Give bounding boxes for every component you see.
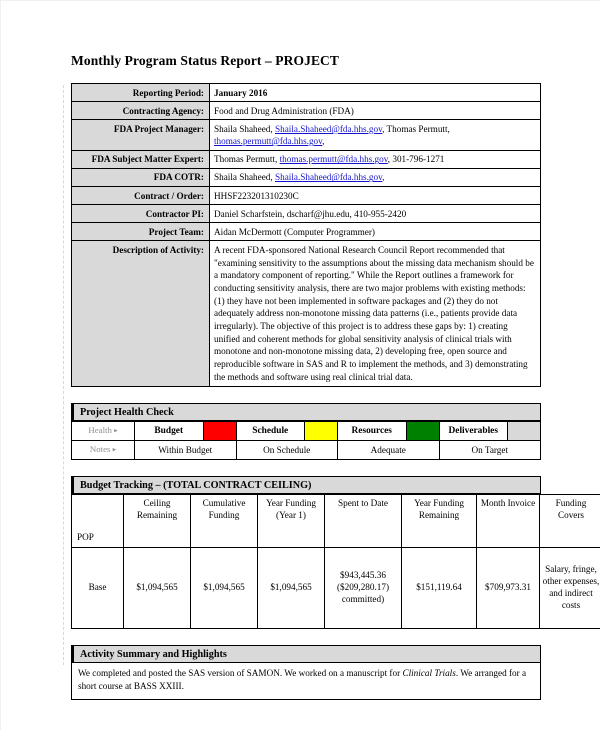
health-note-schedule: On Schedule [236, 441, 338, 460]
section-heading-budget-tracking: Budget Tracking – (TOTAL CONTRACT CEILING) [71, 476, 541, 494]
status-swatch-budget [203, 422, 236, 441]
table-row [72, 548, 600, 629]
row-value-description-of-activity: A recent FDA-sponsored National Research Council Report recommended that "examining sensitivity to the assumptions about the missing data mechanism should be a mandatory component of reporting." While the Report outlines a framework for conducting sensitivity analysis, there are two major problems with existing methods: (1) they have not been implemented in software packages and (2) they do not adequately address non-monotone missing data patterns (i.e., patients provide data irregularly). The objective of this project is to address these gaps by: 1) creating unified and coherent methods for global sensitivity analysis of clinical trials with monotone and non-monotone missing data, 2) developing free, open source and reproducible software in SAS and R to implement the methods, and 3) demonstrating the methods and software using real clinical trial data. [210, 241, 541, 387]
page-margin-guide [63, 85, 64, 665]
health-item-schedule: Schedule [236, 422, 305, 441]
notes-label-text: Notes [89, 444, 111, 455]
table-header-row [72, 495, 600, 548]
sme-name-text: Thomas Permutt, [214, 154, 280, 165]
summary-text-part-2: . We arranged for a short course at BASS XXIII. [78, 668, 527, 691]
row-value-fda-cotr [210, 168, 541, 186]
status-swatch-schedule [305, 422, 338, 441]
row-label-contract-order: Contract / Order: [72, 187, 210, 205]
summary-text-part-1: We completed and posted the SAS version of SAMON. We worked on a manuscript for [78, 668, 403, 679]
pm-name-text: Shaila Shaheed, [214, 123, 275, 134]
column-header-pop: POP [72, 495, 124, 548]
column-header-funding-covers: Funding Covers [540, 495, 600, 548]
table-row [72, 102, 541, 120]
triangle-right-icon: ▸ [114, 426, 118, 435]
project-info-table [71, 83, 541, 387]
row-value-fda-subject-matter-expert [210, 150, 541, 168]
cell-month-invoice: $709,973.31 [477, 548, 540, 629]
pm-mid-text: , Thomas Permutt, [382, 123, 450, 134]
cell-pop: Base [72, 548, 124, 629]
cell-spent-to-date [325, 548, 402, 629]
notes-row-label [72, 441, 135, 460]
row-label-fda-project-manager: FDA Project Manager: [72, 120, 210, 150]
summary-italic-journal: Clinical Trials [402, 668, 456, 679]
row-value-fda-project-manager [210, 120, 541, 150]
table-row [72, 205, 541, 223]
section-heading-activity-summary: Activity Summary and Highlights [71, 645, 541, 663]
column-header-month-invoice: Month Invoice [477, 495, 540, 548]
spent-line-2: ($209,280.17) [336, 582, 390, 593]
row-value-contractor-pi: Daniel Scharfstein, dscharf@jhu.edu, 410-955-2420 [210, 205, 541, 223]
project-health-check-section [71, 403, 541, 460]
row-label-project-team: Project Team: [72, 223, 210, 241]
cell-funding-covers: Salary, fringe, other expenses, and indirect costs [540, 548, 600, 629]
column-header-spent-to-date: Spent to Date [325, 495, 402, 548]
table-row [72, 187, 541, 205]
cell-year-funding-remaining: $151,119.64 [402, 548, 477, 629]
email-link-shaila-shaheed[interactable]: Shaila.Shaheed@fda.hhs.gov [274, 123, 383, 134]
sme-tail-text: , 301-796-1271 [387, 154, 445, 165]
activity-summary-text [71, 663, 541, 700]
table-row [72, 84, 541, 102]
health-item-budget: Budget [135, 422, 204, 441]
row-label-fda-cotr: FDA COTR: [72, 168, 210, 186]
row-value-reporting-period: January 2016 [210, 84, 541, 102]
table-row [72, 241, 541, 387]
email-link-sme-thomas-permutt[interactable]: thomas.permutt@fda.hhs.gov [279, 154, 388, 165]
row-value-contracting-agency: Food and Drug Administration (FDA) [210, 102, 541, 120]
table-row [72, 150, 541, 168]
row-label-fda-subject-matter-expert: FDA Subject Matter Expert: [72, 150, 210, 168]
table-row [72, 168, 541, 186]
health-item-deliverables: Deliverables [439, 422, 508, 441]
email-link-thomas-permutt[interactable]: thomas.permutt@fda.hhs.gov [214, 136, 323, 147]
pm-tail-text: , [322, 136, 325, 147]
table-row-notes [72, 441, 541, 460]
cell-cumulative-funding: $1,094,565 [191, 548, 258, 629]
column-header-year-funding: Year Funding (Year 1) [258, 495, 325, 548]
spent-line-1: $943,445.36 [340, 570, 386, 581]
status-swatch-deliverables [508, 422, 541, 441]
row-value-project-team: Aidan McDermott (Computer Programmer) [210, 223, 541, 241]
budget-tracking-section [71, 476, 600, 629]
health-note-budget: Within Budget [135, 441, 237, 460]
activity-summary-section [71, 645, 541, 700]
row-label-contractor-pi: Contractor PI: [72, 205, 210, 223]
status-swatch-resources [406, 422, 439, 441]
page-title: Monthly Program Status Report – PROJECT [71, 53, 340, 68]
spent-line-3: committed) [341, 593, 385, 604]
health-label-text: Health [88, 425, 112, 436]
row-value-contract-order: HHSF223201310230C [210, 187, 541, 205]
column-header-year-funding-remaining: Year Funding Remaining [402, 495, 477, 548]
cotr-tail-text: , [382, 172, 385, 183]
cotr-name-text: Shaila Shaheed, [214, 172, 275, 183]
health-row-label [72, 422, 135, 441]
table-row-health [72, 422, 541, 441]
cell-year-funding: $1,094,565 [258, 548, 325, 629]
document-content [71, 53, 600, 700]
column-header-cumulative-funding: Cumulative Funding [191, 495, 258, 548]
table-row [72, 120, 541, 150]
row-label-contracting-agency: Contracting Agency: [72, 102, 210, 120]
health-item-resources: Resources [338, 422, 407, 441]
section-heading-health-check: Project Health Check [71, 403, 541, 421]
triangle-right-icon: ▸ [112, 445, 117, 454]
cell-ceiling-remaining: $1,094,565 [124, 548, 191, 629]
health-check-table [71, 421, 541, 460]
row-label-reporting-period: Reporting Period: [72, 84, 210, 102]
email-link-cotr-shaila-shaheed[interactable]: Shaila.Shaheed@fda.hhs.gov [274, 172, 383, 183]
health-note-deliverables: On Target [439, 441, 541, 460]
table-row [72, 223, 541, 241]
column-header-ceiling-remaining: Ceiling Remaining [124, 495, 191, 548]
health-note-resources: Adequate [338, 441, 440, 460]
row-label-description-of-activity: Description of Activity: [72, 241, 210, 387]
budget-tracking-table [71, 494, 600, 629]
